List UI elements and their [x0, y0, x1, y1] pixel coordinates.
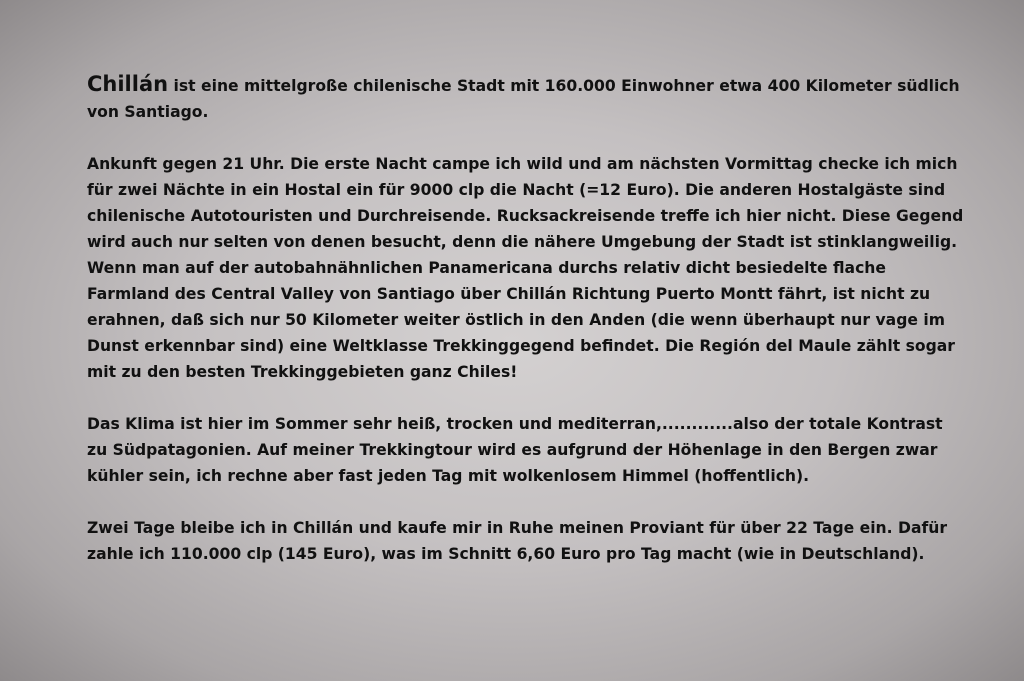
paragraph-climate: Das Klima ist hier im Sommer sehr heiß, trocken und mediterran,............also der totale Kontrast zu Südpatagonien. Auf meiner Trekkingtour wird es aufgrund der Höhenlage in den Bergen zwar kühler sein, ich rechne aber fast jeden Tag mit wolkenlosem Himmel (hoffentlich).	[87, 415, 943, 485]
intro-text: ist eine mittelgroße chilenische Stadt mit 160.000 Einwohner etwa 400 Kilometer südlich von Santiago.	[87, 77, 960, 121]
text-block	[87, 71, 967, 593]
intro-paragraph	[87, 71, 967, 125]
paragraph-arrival: Ankunft gegen 21 Uhr. Die erste Nacht campe ich wild und am nächsten Vormittag checke ich mich für zwei Nächte in ein Hostal ein für 9000 clp die Nacht (=12 Euro). Die anderen Hostalgäste sind chilenische Autotouristen und Durchreisende. Rucksackreisende treffe ich hier nicht. Diese Gegend wird auch nur selten von denen besucht, denn die nähere Umgebung der Stadt ist stinklangweilig. Wenn man auf der autobahnähnlichen Panamericana durchs relativ dicht besiedelte flache Farmland des Central Valley von Santiago über Chillán Richtung Puerto Montt fährt, ist nicht zu erahnen, daß sich nur 50 Kilometer weiter östlich in den Anden (die wenn überhaupt nur vage im Dunst erkennbar sind) eine Weltklasse Trekkinggegend befindet. Die Región del Maule zählt sogar mit zu den besten Trekkinggebieten ganz Chiles!	[87, 155, 964, 381]
title-word: Chillán	[87, 72, 169, 96]
paragraph-provisions: Zwei Tage bleibe ich in Chillán und kaufe mir in Ruhe meinen Proviant für über 22 Tage ein. Dafür zahle ich 110.000 clp (145 Euro), was im Schnitt 6,60 Euro pro Tag macht (wie in Deutschland).	[87, 519, 948, 563]
